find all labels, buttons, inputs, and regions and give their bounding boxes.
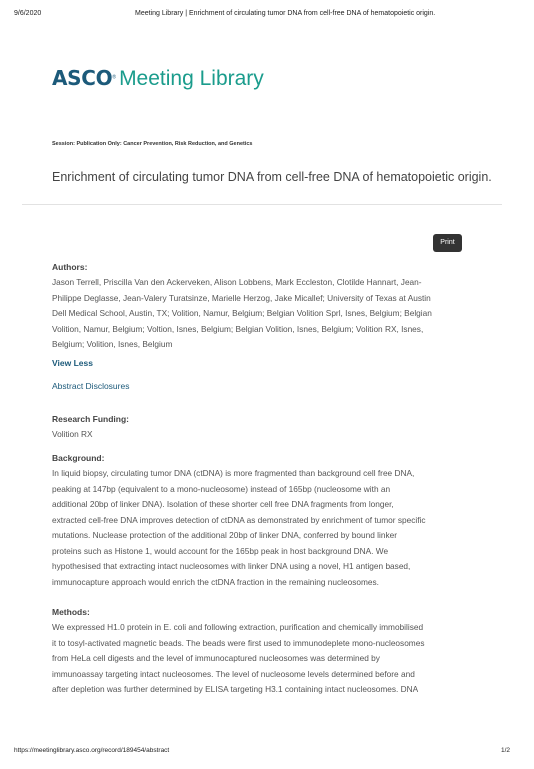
authors-line: Jason Terrell, Priscilla Van den Ackerveken, Alison Lobbens, Mark Eccleston, Clotilde Hannart, Jean-: [52, 277, 422, 287]
research-funding-heading: Research Funding:: [52, 414, 129, 424]
authors-line: Volition, Namur, Belgium; Voltion, Isnes, Belgium; Belgian Volition, Isnes, Belgium; Volition RX, Isnes,: [52, 323, 424, 334]
authors-line: Dell Medical School, Austin, TX; Volition, Namur, Belgium; Belgian Volition Sprl, Isnes, Belgium; Belgian: [52, 308, 432, 318]
methods-line: from HeLa cell digests and the level of immunocaptured nucleosomes was determined by: [52, 653, 380, 663]
abstract-disclosures-link[interactable]: Abstract Disclosures: [52, 381, 130, 391]
background-line: In liquid biopsy, circulating tumor DNA (ctDNA) is more fragmented than background cell free DNA,: [52, 468, 415, 478]
print-page-title: Meeting Library | Enrichment of circulating tumor DNA from cell-free DNA of hematopoietic origin.: [135, 10, 436, 17]
print-date: 9/6/2020: [14, 10, 42, 17]
research-funding-value: Volition RX: [52, 429, 93, 439]
authors-heading: Authors:: [52, 262, 88, 272]
background-line: proteins such as Histone 1, would account for the 165bp peak in host background DNA. We: [52, 545, 389, 556]
logo-asco-text: ASCO: [52, 66, 113, 90]
footer-url: https://meetinglibrary.asco.org/record/189454/abstract: [14, 747, 170, 754]
session-label: Session: Publication Only: Cancer Prevention, Risk Reduction, and Genetics: [52, 141, 253, 147]
methods-line: We expressed H1.0 protein in E. coli and following extraction, purification and chemically immobilised: [52, 622, 424, 632]
authors-list: [52, 275, 482, 353]
divider: [22, 204, 502, 205]
methods-line: after depletion was further determined by ELISA targeting H3.1 containing intact nucleosomes. DNA: [52, 684, 419, 694]
background-line: extracted cell-free DNA improves detection of ctDNA as demonstrated by enrichment of tumor specific: [52, 514, 426, 525]
authors-line: Belgium; Volition, Isnes, Belgium: [52, 339, 173, 349]
view-less-link[interactable]: View Less: [52, 358, 93, 368]
methods-text: [52, 620, 482, 698]
page-number: 1/2: [501, 747, 511, 754]
background-line: hypothesised that extracting intact nucleosomes with linker DNA using a novel, H1 antigen based,: [52, 561, 411, 571]
background-heading: Background:: [52, 453, 105, 463]
print-button[interactable]: Print: [433, 234, 462, 252]
methods-heading: Methods:: [52, 607, 90, 617]
background-line: peaking at 147bp (equivalent to a mono-nucleosome) instead of 165bp (nucleosome with an: [52, 483, 391, 494]
background-line: immunocapture approach would enrich the ctDNA fraction in the remaining nucleosomes.: [52, 576, 379, 587]
logo-meeting-library-text: Meeting Library: [119, 67, 264, 90]
background-text: [52, 466, 482, 590]
authors-line: Philippe Deglasse, Jean-Valery Turatsinze, Marielle Herzog, Jake Micallef; University of Texas at Austin: [52, 292, 431, 303]
background-line: mutations. Nuclease protection of the additional 20bp of linker DNA, conferred by bound linker: [52, 530, 397, 540]
abstract-title: Enrichment of circulating tumor DNA from cell-free DNA of hematopoietic origin.: [52, 170, 492, 184]
asco-meeting-library-logo[interactable]: [52, 66, 264, 90]
background-line: additional 20bp of linker DNA). Isolation of these shorter cell free DNA fragments from longer,: [52, 499, 394, 509]
methods-line: immunoassay targeting intact nucleosomes. The level of nucleosome levels determined before and: [52, 668, 415, 679]
methods-line: it to tosyl-activated magnetic beads. The beads were first used to immunodeplete mono-nucleosomes: [52, 637, 425, 648]
trademark-icon: ®: [112, 74, 117, 81]
